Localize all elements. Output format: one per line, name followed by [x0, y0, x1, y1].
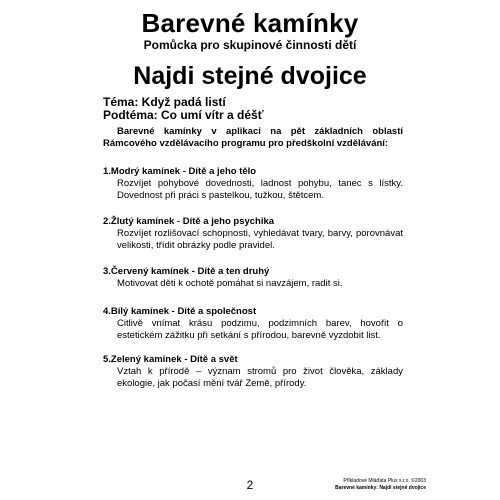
section-text: Citlivě vnímat krásu podzimu, podzimních barev, hovořit o estetickém zážitku při setkání s přírodou, barevně vyzdobit list.	[117, 318, 403, 341]
document-title: Barevné kamínky	[141, 8, 359, 38]
section-white	[103, 306, 403, 342]
footer-credits	[316, 478, 426, 492]
section-green	[103, 354, 403, 390]
topic-line: Téma: Když padá listí	[103, 95, 226, 109]
section-yellow	[103, 216, 403, 252]
document-subtitle: Pomůcka pro skupinové činnosti dětí	[143, 38, 357, 52]
footer-document-name: Barevné kamínky: Najdi stejné dvojice	[335, 485, 426, 491]
subtopic-line: Podtéma: Co umí vítr a déšť	[103, 108, 264, 122]
section-text: Rozvíjet pohybové dovednosti, ladnost pohybu, tanec s lístky. Dovednost při práci s pastelkou, tužkou, štětcem.	[117, 178, 403, 201]
section-title: 3.Červený kamínek - Dítě a ten druhý	[103, 266, 270, 277]
page-number: 2	[246, 478, 254, 492]
section-title: 5.Zelený kamínek - Dítě a svět	[103, 354, 238, 365]
activity-heading: Najdi stejné dvojice	[133, 62, 367, 90]
section-blue	[103, 166, 403, 202]
section-text: Vztah k přírodě – význam stromů pro život člověka, základy ekologie, jak počasí mění tvář Země, přírody.	[117, 366, 403, 389]
topic-block	[103, 96, 263, 122]
section-title: 4.Bílý kamínek - Dítě a společnost	[103, 306, 257, 317]
document-header	[0, 8, 500, 53]
section-title: 1.Modrý kamínek - Dítě a jeho tělo	[103, 166, 257, 177]
section-red	[103, 266, 403, 290]
section-title: 2.Žlutý kamínek - Dítě a jeho psychika	[103, 216, 275, 227]
footer-publisher: Příkladové Mláďata Plus s.r.o. ©2003	[343, 478, 426, 484]
section-text: Motivovat děti k ochotě pomáhat si navzájem, radit si.	[117, 278, 343, 289]
section-text: Rozvíjet rozlišovací schopnosti, vyhledávat tvary, barvy, porovnávat velikosti, třídit obrázky podle pravidel.	[117, 228, 403, 251]
intro-paragraph: Barevné kamínky v aplikaci na pět základních oblastí Rámcového vzdělávacího programu pro předškolní vzdělávání:	[103, 126, 403, 149]
